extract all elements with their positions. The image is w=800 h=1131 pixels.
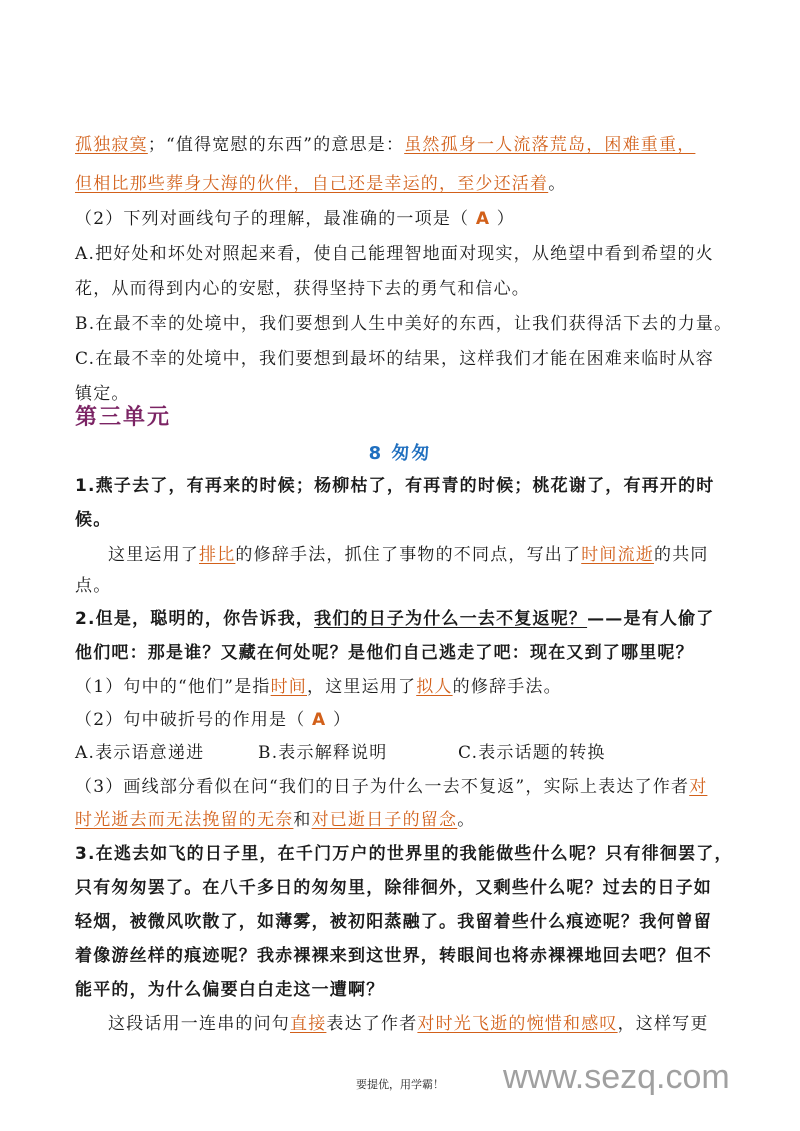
item2-q1: [75, 675, 735, 699]
text: ，这样写更: [617, 1014, 709, 1034]
item2-q3-line-1: [75, 775, 735, 799]
item1-analysis: [108, 543, 768, 567]
item3-line-3: 轻烟，被微风吹散了，如薄雾，被初阳蒸融了。我留着些什么痕迹呢？我何曾留: [75, 912, 712, 932]
answer-text: 对已逝日子的留念: [311, 810, 458, 830]
item3-line-5: 能平的，为什么偏要白白走这一遭啊？: [75, 980, 385, 1000]
text: 这里运用了: [108, 545, 199, 565]
item2-options: [75, 741, 735, 765]
item1-line-2: 候。: [75, 510, 112, 530]
unit-title: 第三单元: [75, 404, 172, 430]
footer-slogan: 要提优，用学霸！: [356, 1078, 444, 1091]
question-text: ）: [490, 209, 515, 229]
item3-line-1: 3.在逃去如飞的日子里，在千门万户的世界里的我能做些什么呢？只有徘徊罢了，: [75, 844, 733, 864]
question-2: [75, 207, 735, 231]
item2-line-1: [75, 607, 735, 631]
text: 。: [457, 810, 476, 830]
answer-text: 拟人: [416, 677, 453, 697]
option-b: B.表示解释说明: [258, 743, 388, 763]
text: 。: [548, 174, 567, 194]
text: 的共同: [654, 545, 709, 565]
answer-text: 对时光飞逝的惋惜和感叹: [417, 1014, 618, 1034]
answer-text: 时光逝去而无法挽留的无奈: [75, 810, 294, 830]
answer-text: 对: [689, 777, 708, 797]
option-a-line-2: 花，从而得到内心的安慰，获得坚持下去的勇气和信心。: [75, 279, 530, 299]
answer-choice: A: [312, 710, 327, 730]
answer-choice: A: [475, 209, 491, 229]
text: （3）画线部分看似在问“我们的日子为什么一去不复返”，实际上表达了作者: [75, 777, 690, 797]
option-c: C.表示话题的转换: [458, 743, 606, 763]
item2-q3-line-2: [75, 808, 735, 832]
item3-analysis: [108, 1012, 768, 1036]
text: 和: [293, 810, 312, 830]
option-c-line-1: C.在最不幸的处境中，我们要想到最坏的结果，这样我们才能在困难来临时从容: [75, 349, 715, 369]
answer-text: 孤独寂寞: [75, 135, 148, 155]
text: ；“值得宽慰的东西”的意思是：: [147, 135, 405, 155]
item3-line-2: 只有匆匆罢了。在八千多日的匆匆里，除徘徊外，又剩些什么呢？过去的日子如: [75, 878, 712, 898]
text: ，这里运用了: [307, 677, 417, 697]
option-c-line-2: 镇定。: [75, 384, 130, 404]
answer-text: 直接: [290, 1014, 327, 1034]
text: （1）句中的“他们”是指: [75, 677, 271, 697]
text: 表达了作者: [326, 1014, 418, 1034]
text: 这段话用一连串的问句: [108, 1014, 290, 1034]
text: 的修辞手法，抓住了事物的不同点，写出了: [235, 545, 582, 565]
option-b: B.在最不幸的处境中，我们要想到人生中美好的东西，让我们获得活下去的力量。: [75, 314, 733, 334]
answer-line-2: [75, 172, 735, 196]
item1-analysis-end: 点。: [75, 576, 112, 596]
text: 2.但是，聪明的，你告诉我，: [75, 609, 315, 629]
answer-text: 但相比那些葬身大海的伙伴，自己还是幸运的，至少还活着: [75, 174, 549, 194]
text: ——是有人偷了: [587, 609, 715, 629]
answer-text: 排比: [199, 545, 236, 565]
item3-line-4: 着像游丝样的痕迹呢？我赤裸裸来到这世界，转眼间也将赤裸裸地回去吧？但不: [75, 946, 712, 966]
lesson-title: 8 匆匆: [368, 443, 432, 464]
underlined-sentence: 我们的日子为什么一去不复返呢？: [314, 609, 588, 629]
answer-text: 虽然孤身一人流落荒岛，困难重重，: [404, 135, 696, 155]
answer-line-1: [75, 133, 735, 157]
item1-line-1: 1.燕子去了，有再来的时候；杨柳枯了，有再青的时候；桃花谢了，有再开的时: [75, 476, 715, 496]
item2-q2: [75, 708, 735, 732]
item2-line-2: 他们吧：那是谁？又藏在何处呢？是他们自己逃走了吧：现在又到了哪里呢？: [75, 643, 694, 663]
text: ）: [326, 710, 352, 730]
option-a: A.表示语意递进: [75, 743, 205, 763]
watermark: www.sezq.com: [503, 1058, 730, 1096]
option-a-line-1: A.把好处和坏处对照起来看，使自己能理智地面对现实，从绝望中看到希望的火: [75, 244, 714, 264]
question-text: （2）下列对画线句子的理解，最准确的一项是（: [75, 209, 476, 229]
answer-text: 时间流逝: [581, 545, 655, 565]
text: 的修辞手法。: [452, 677, 562, 697]
text: （2）句中破折号的作用是（: [75, 710, 313, 730]
answer-text: 时间: [270, 677, 308, 697]
